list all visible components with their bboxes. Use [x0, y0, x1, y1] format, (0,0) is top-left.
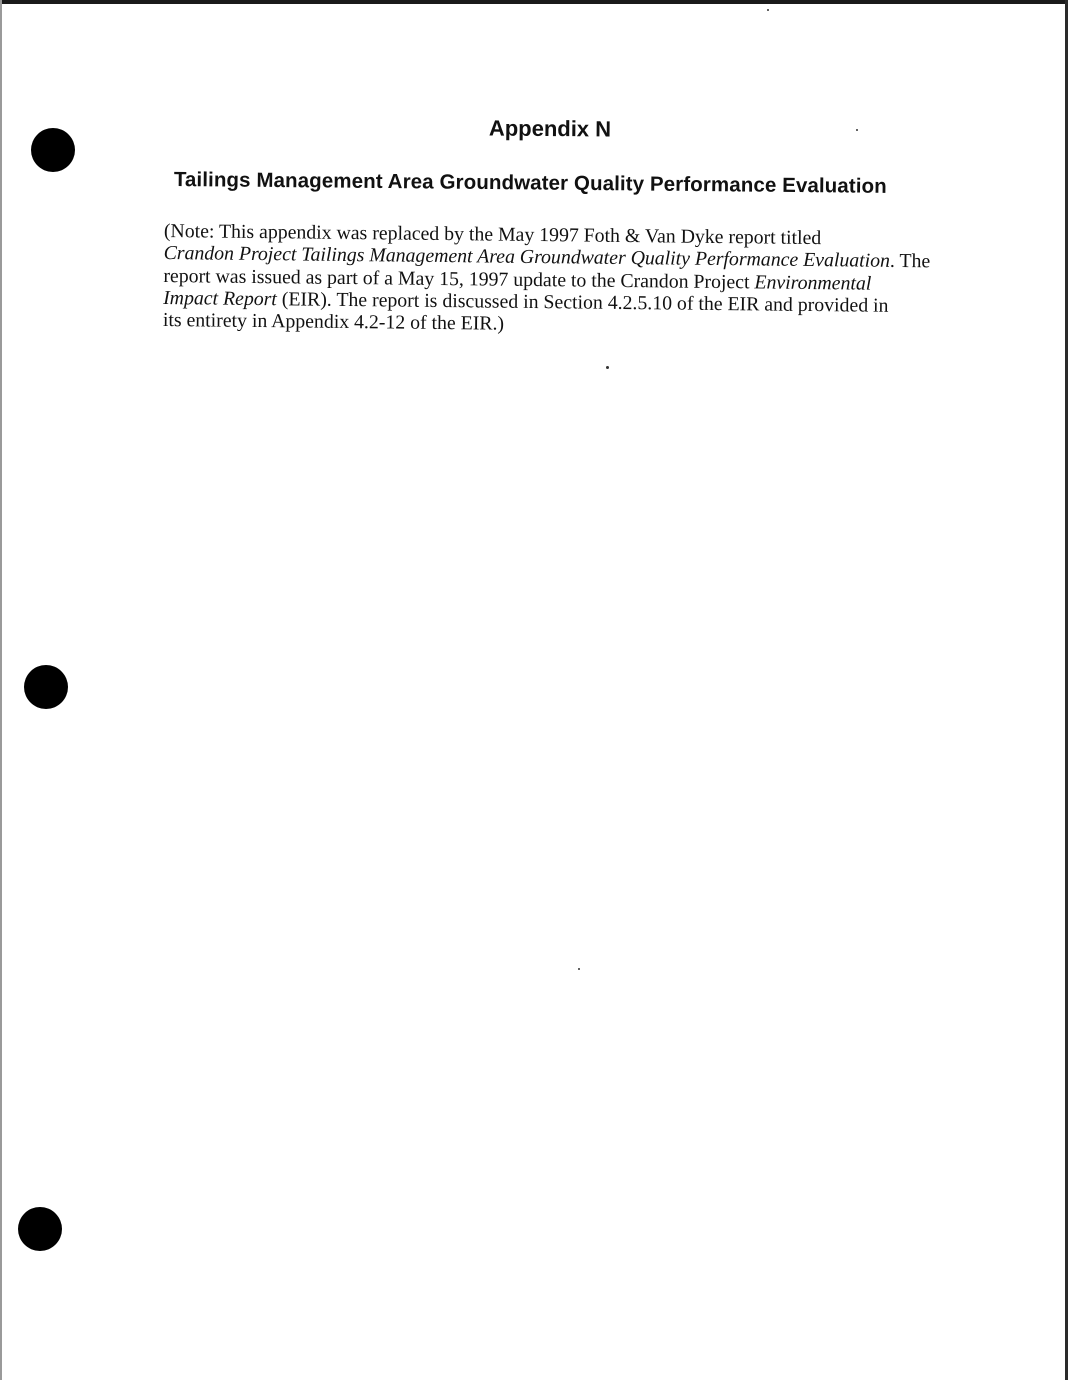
scan-speck: [578, 968, 580, 970]
report-title: Crandon Project Tailings Management Area Groundwater Quality Performance Evaluation: [163, 242, 891, 273]
note-line-4-text: (EIR). The report is discussed in Section 4.2.5.10 of the EIR and provided in: [276, 288, 889, 317]
eir-title-part-1: Environmental: [754, 270, 872, 295]
punch-hole: [31, 128, 75, 172]
scan-speck: [856, 129, 858, 131]
appendix-heading: Appendix N: [488, 115, 612, 142]
note-paragraph: [163, 220, 964, 340]
punch-hole: [24, 665, 68, 709]
note-line-1: (Note: This appendix was replaced by the May 1997 Foth & Van Dyke report titled: [163, 220, 822, 250]
punch-hole: [18, 1207, 62, 1251]
note-line-3-text: report was issued as part of a May 15, 1997 update to the Crandon Project: [163, 264, 755, 293]
note-line-5: its entirety in Appendix 4.2-12 of the EIR.): [162, 309, 505, 335]
page-left-edge: [0, 0, 2, 1380]
scan-speck: [767, 9, 769, 11]
eir-title-part-2: Impact Report: [163, 286, 277, 311]
scan-speck: [606, 366, 609, 369]
page-top-border: [0, 0, 1068, 4]
note-line-2-suffix: . The: [889, 250, 931, 273]
document-title: Tailings Management Area Groundwater Quality Performance Evaluation: [173, 168, 887, 198]
